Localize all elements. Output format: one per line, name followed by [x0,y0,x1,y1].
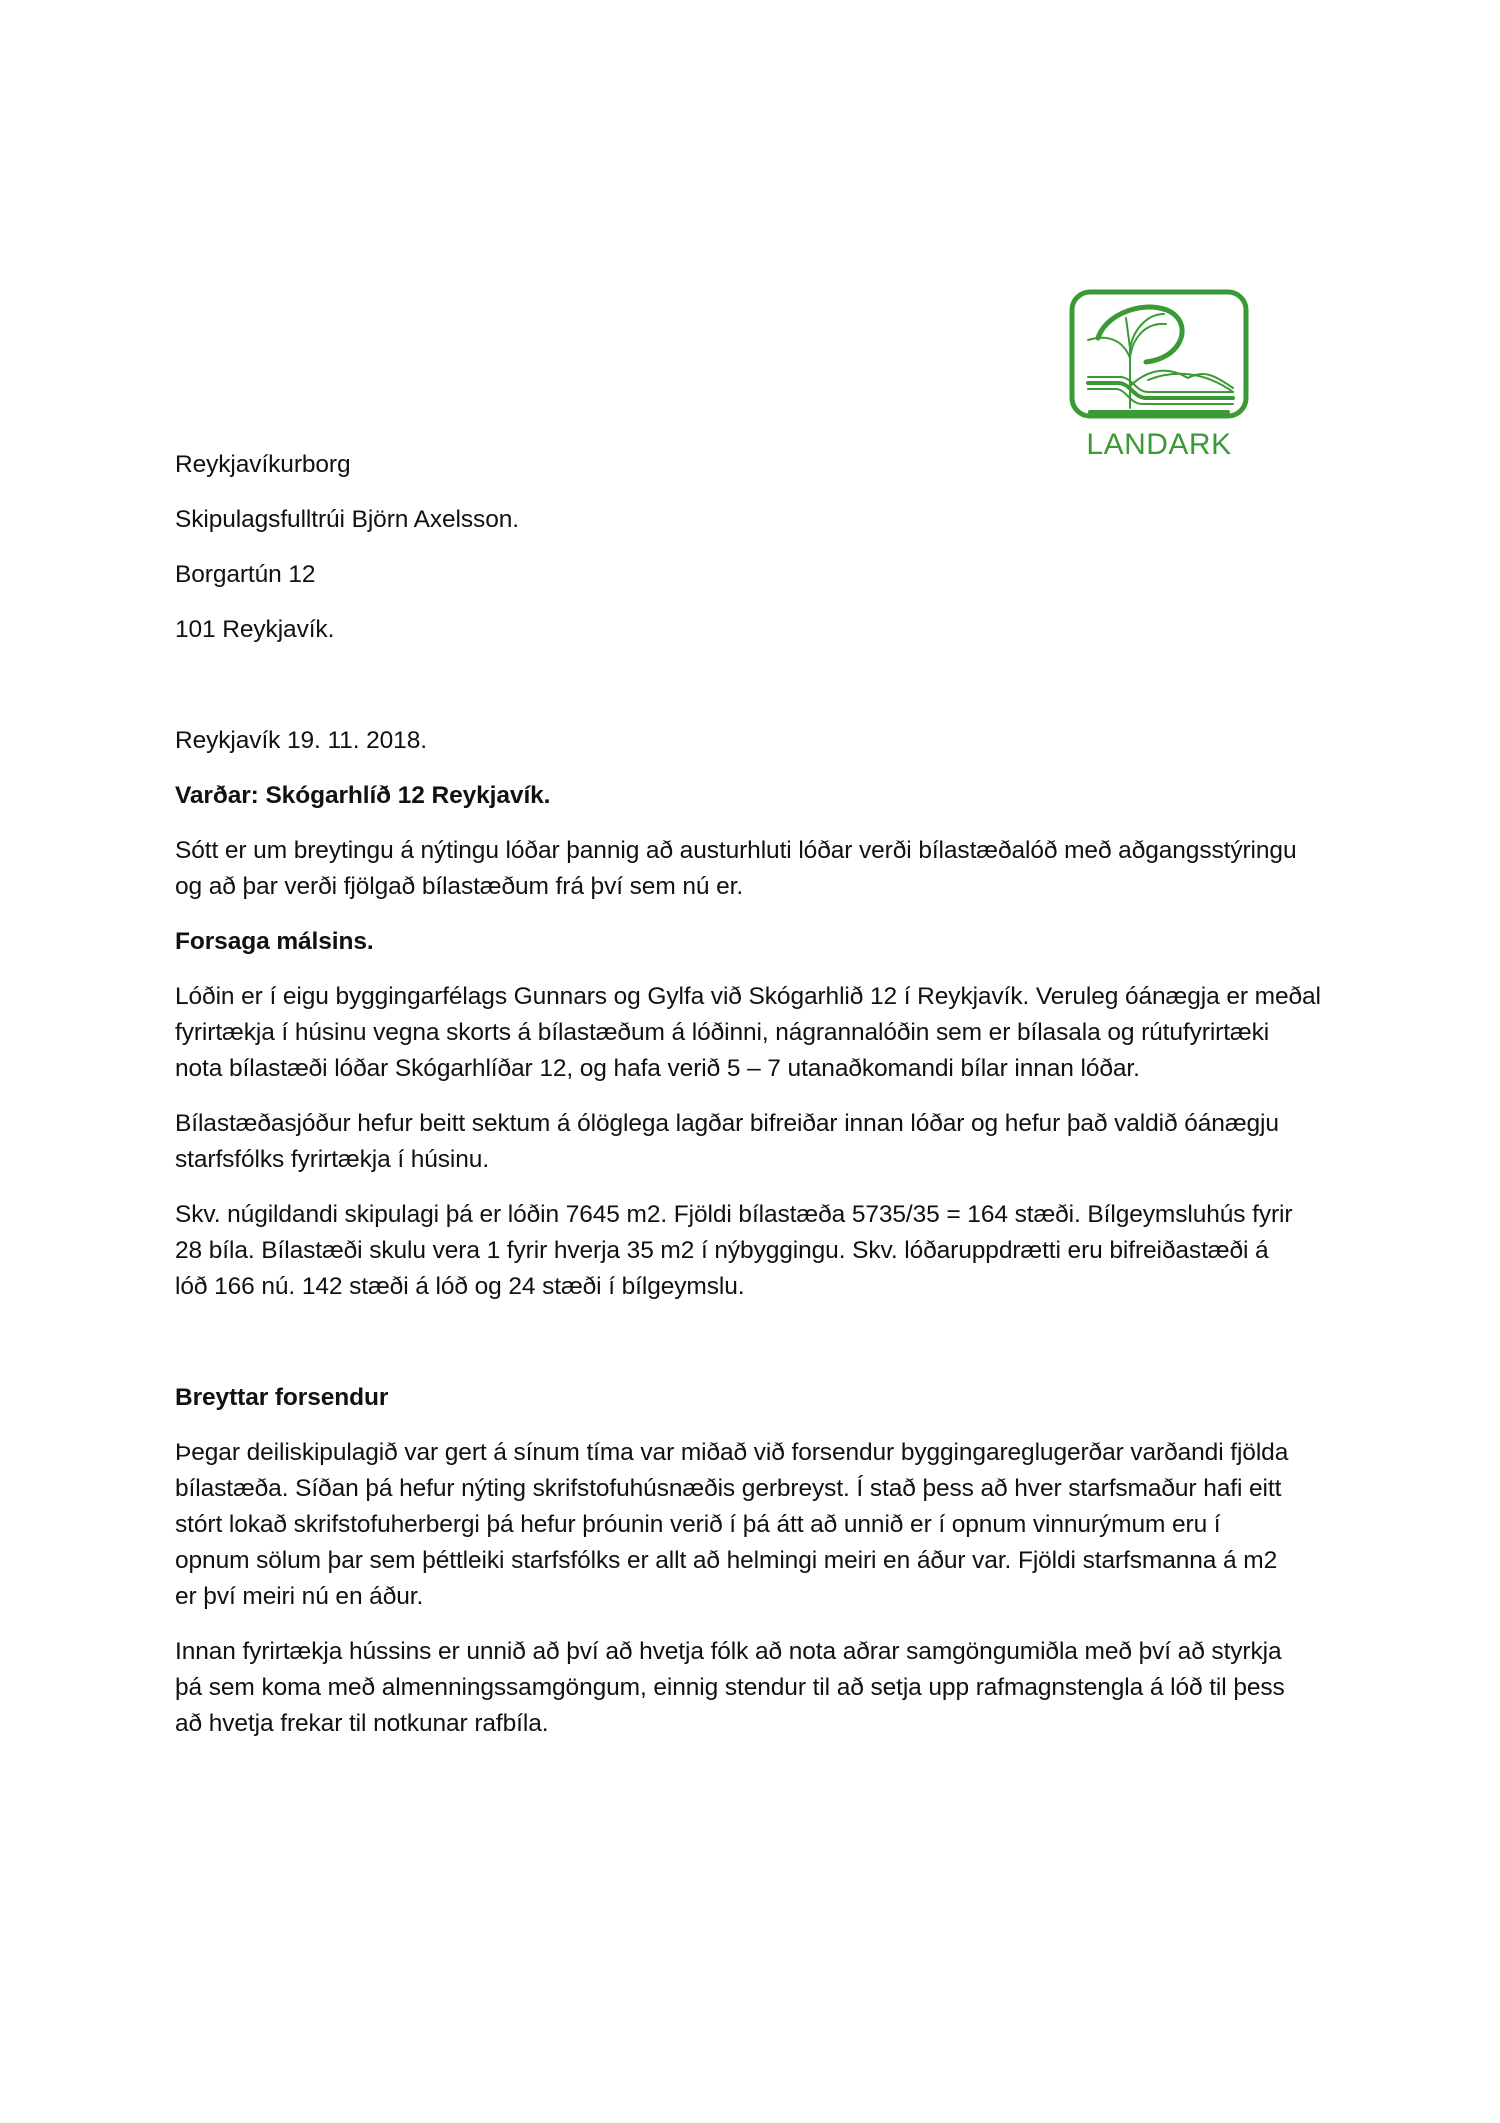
intro-line: og að þar verði fjölgað bílastæðum frá því sem nú er. [175,873,744,900]
paragraph-line: stórt lokað skrifstofuherbergi þá hefur þróunin verið í þá átt að unnið er í opnum vinnurýmum eru í [175,1511,1221,1538]
paragraph-line: er því meiri nú en áður. [175,1583,424,1610]
recipient-line: 101 Reykjavík. [175,616,335,643]
paragraph-line: Þegar deiliskipulagið var gert á sínum tíma var miðað við forsendur byggingareglugerðar varðandi fjölda [175,1439,1289,1466]
letter-date: Reykjavík 19. 11. 2018. [175,727,427,754]
logo-wordmark: LANDARK [1086,428,1232,461]
paragraph-line: 28 bíla. Bílastæði skulu vera 1 fyrir hverja 35 m2 í nýbyggingu. Skv. lóðaruppdrætti eru bifreiðastæði á [175,1237,1269,1264]
landark-logo-icon [1068,288,1250,428]
section-heading: Forsaga málsins. [175,928,374,955]
paragraph-line: fyrirtækja í húsinu vegna skorts á bílastæðum á lóðinni, nágrannalóðin sem er bílasala og rútufyrirtæki [175,1019,1270,1046]
paragraph-line: Skv. núgildandi skipulagi þá er lóðin 7645 m2. Fjöldi bílastæða 5735/35 = 164 stæði. Bílgeymsluhús fyrir [175,1201,1293,1228]
paragraph-line: Lóðin er í eigu byggingarfélags Gunnars og Gylfa við Skógarhlið 12 í Reykjavík. Veruleg óánægja er meðal [175,983,1321,1010]
paragraph-line: Innan fyrirtækja hússins er unnið að því að hvetja fólk að nota aðrar samgöngumiðla með því að styrkja [175,1638,1282,1665]
section-heading: Breyttar forsendur [175,1384,389,1411]
landark-logo [1068,288,1258,468]
paragraph-line: starfsfólks fyrirtækja í húsinu. [175,1146,490,1173]
paragraph-line: nota bílastæði lóðar Skógarhlíðar 12, og hafa verið 5 – 7 utanaðkomandi bílar innan lóðar. [175,1055,1140,1082]
intro-line: Sótt er um breytingu á nýtingu lóðar þannig að austurhluti lóðar verði bílastæðalóð með aðgangsstýringu [175,837,1297,864]
recipient-line: Reykjavíkurborg [175,451,351,478]
recipient-line: Skipulagsfulltrúi Björn Axelsson. [175,506,519,533]
paragraph-line: lóð 166 nú. 142 stæði á lóð og 24 stæði í bílgeymslu. [175,1273,745,1300]
paragraph-line: Bílastæðasjóður hefur beitt sektum á ólöglega lagðar bifreiðar innan lóðar og hefur það valdið óánægju [175,1110,1279,1137]
paragraph-line: bílastæða. Síðan þá hefur nýting skrifstofuhúsnæðis gerbreyst. Í stað þess að hver starfsmaður hafi eitt [175,1475,1282,1502]
paragraph-line: þá sem koma með almenningssamgöngum, einnig stendur til að setja upp rafmagnstengla á lóð til þess [175,1674,1285,1701]
paragraph-line: opnum sölum þar sem þéttleiki starfsfólks er allt að helmingi meiri en áður var. Fjöldi starfsmanna á m2 [175,1547,1278,1574]
recipient-line: Borgartún 12 [175,561,316,588]
paragraph-line: að hvetja frekar til notkunar rafbíla. [175,1710,549,1737]
letter-subject: Varðar: Skógarhlíð 12 Reykjavík. [175,782,551,809]
